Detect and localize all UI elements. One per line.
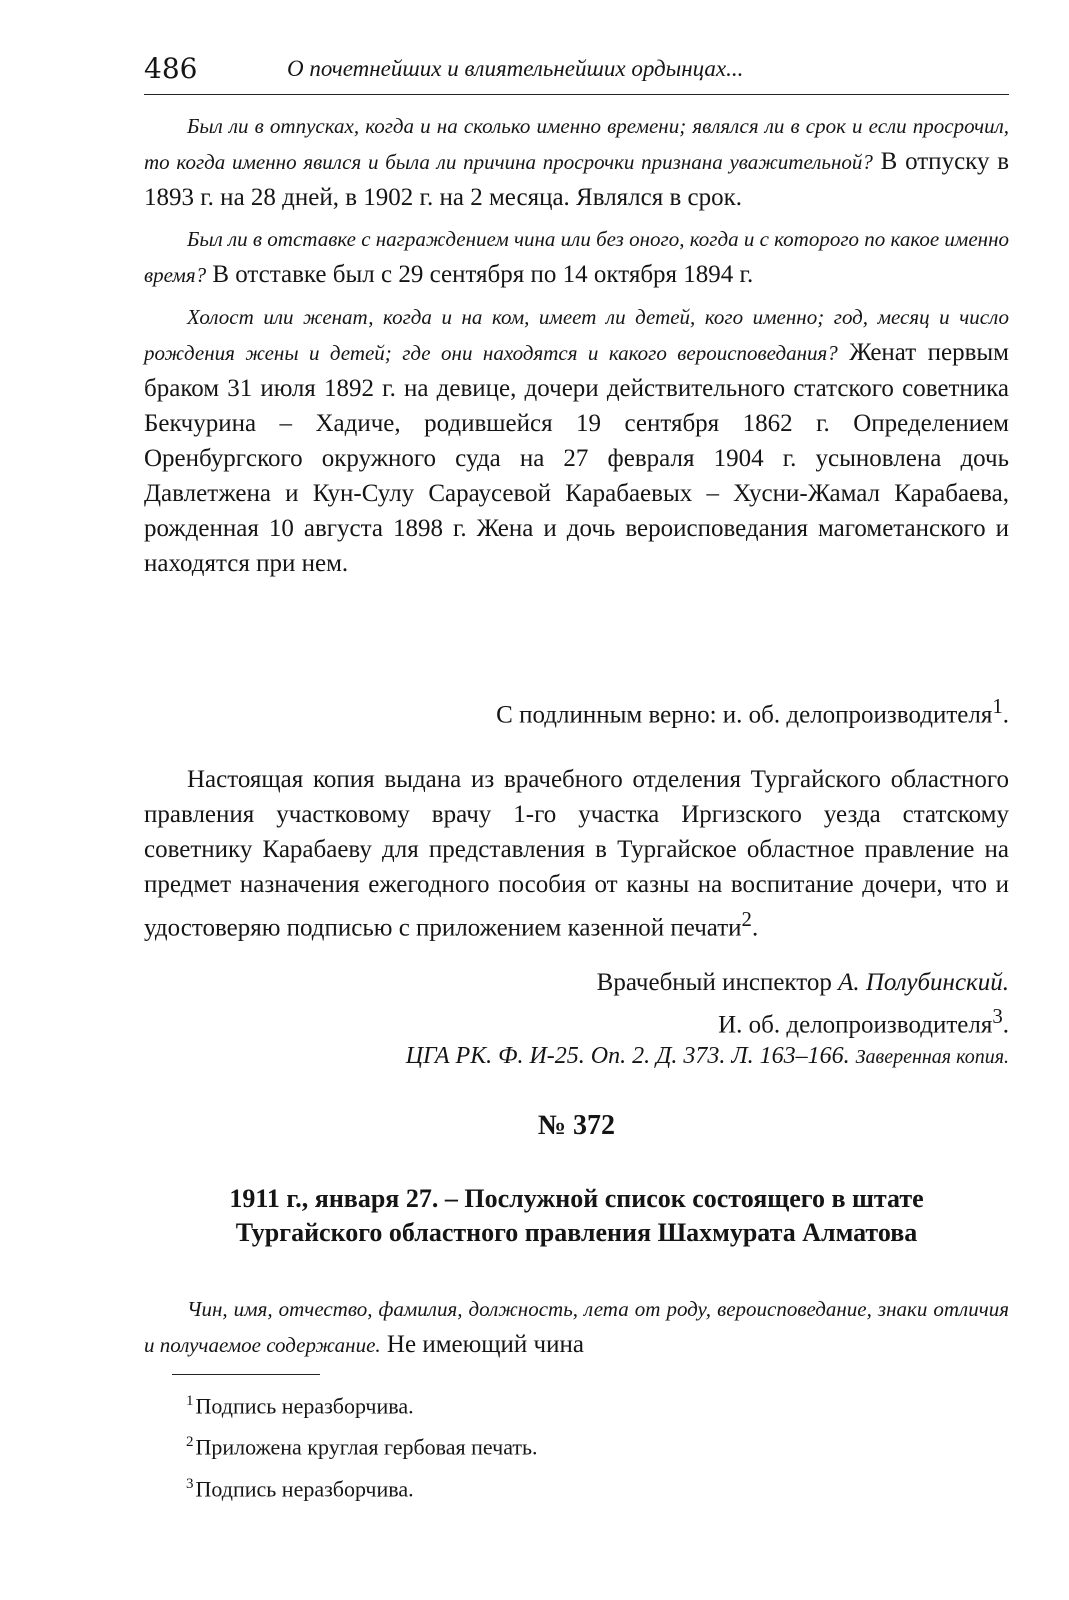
footnote <box>186 1383 538 1424</box>
footnote-ref: 2 <box>741 907 752 931</box>
footnote-text: Подпись неразборчива. <box>195 1475 414 1501</box>
footnote-number: 3 <box>186 1475 194 1492</box>
service-record-paragraph <box>144 1291 1009 1363</box>
footnote-text: Подпись неразборчива. <box>195 1393 414 1419</box>
copy-note-block <box>144 762 1009 945</box>
question-text: Был ли в отпусках, когда и на сколько именно времени; являлся ли в срок и если просрочил, то когда именно явился и была ли причина просрочки признана уважительной? <box>144 114 1009 174</box>
footnote-ref: 1 <box>992 694 1003 718</box>
title-line: Тургайского областного правления Шахмурата Алматова <box>235 1218 918 1247</box>
footnote-number: 2 <box>186 1434 194 1451</box>
footnote-number: 1 <box>186 1393 194 1409</box>
answer-text: В отставке был с 29 сентября по 14 октября 1894 г. <box>212 261 754 288</box>
footnote <box>186 1424 538 1465</box>
document-title <box>144 1182 1009 1250</box>
question-paragraph <box>144 221 1009 293</box>
footnote <box>186 1466 538 1507</box>
question-text: Холост или женат, когда и на ком, имеет ли детей, кого именно; год, месяц и число рождения жены и детей; где они находятся и какого вероисповедания? <box>144 305 1009 365</box>
question-text: Чин, имя, отчество, фамилия, должность, лета от роду, вероисповедание, знаки отличия и получаемое содержание. <box>144 1297 1009 1357</box>
copy-note-paragraph <box>144 762 1009 945</box>
running-title: О почетнейших и влиятельнейших ордынцах... <box>287 56 744 81</box>
page-number: 486 <box>144 52 198 85</box>
question-paragraph <box>144 299 1009 581</box>
archive-ref: ЦГА РК. Ф. И-25. Оп. 2. Д. 373. Л. 163–166. <box>405 1043 850 1069</box>
certification-text: С подлинным верно: и. об. делопроизводителя <box>496 701 993 729</box>
answer-text: В отпуску в 1893 г. на 28 дней, в 1902 г. на 2 месяца. Являлся в срок. <box>144 148 1010 211</box>
punctuation: . <box>751 914 759 942</box>
answer-text: Не имеющий чина <box>386 1331 584 1358</box>
footnote-text: Приложена круглая гербовая печать. <box>195 1434 538 1460</box>
copy-note-text: Настоящая копия выдана из врачебного отделения Тургайского областного правления участковому врачу 1-го участка Иргизского уезда статскому советнику Карабаеву для представления в Тургайское областное правление на предмет назначения ежегодного пособия от казны на воспитание дочери, что и удостоверяю подписью с приложением казенной печати <box>144 766 1009 942</box>
footnotes <box>186 1383 538 1507</box>
inspector-title: Врачебный инспектор <box>596 969 832 996</box>
footnote-ref: 3 <box>992 1004 1003 1028</box>
document-number: № 372 <box>537 1110 616 1141</box>
inspector-name: А. Полубинский. <box>838 969 1009 996</box>
footnote-divider <box>172 1374 320 1375</box>
archive-reference <box>406 1043 1009 1070</box>
archive-type: Заверенная копия. <box>855 1046 1009 1068</box>
punctuation: . <box>1002 1011 1009 1039</box>
title-line: 1911 г., января 27. – Послужной список состоящего в штате <box>229 1184 924 1213</box>
punctuation: . <box>1002 701 1009 729</box>
service-record-block <box>144 1291 1009 1363</box>
question-paragraph <box>144 108 1009 215</box>
certification-line <box>496 694 1009 729</box>
clerk-signature <box>718 1004 1009 1039</box>
clerk-text: И. об. делопроизводителя <box>718 1011 993 1039</box>
question-text: Был ли в отставке с награждением чина или без оного, когда и с которого по какое именно время? <box>144 227 1009 287</box>
inspector-signature <box>597 969 1009 997</box>
questionnaire-block <box>144 108 1009 581</box>
page-header <box>144 50 1009 95</box>
answer-text: Женат первым браком 31 июля 1892 г. на девице, дочери действительного статского советника Бекчурина – Хадиче, родившейся 19 сентября 1862 г. Определением Оренбургского окружного суда на 27 февраля 1904 г. усыновлена дочь Давлетжена и Кун-Сулу Сараусевой Карабаевых – Хусни-Жамал Карабаева, рожденная 10 августа 1898 г. Жена и дочь вероисповедания магометанского и находятся при нем. <box>144 339 1009 577</box>
